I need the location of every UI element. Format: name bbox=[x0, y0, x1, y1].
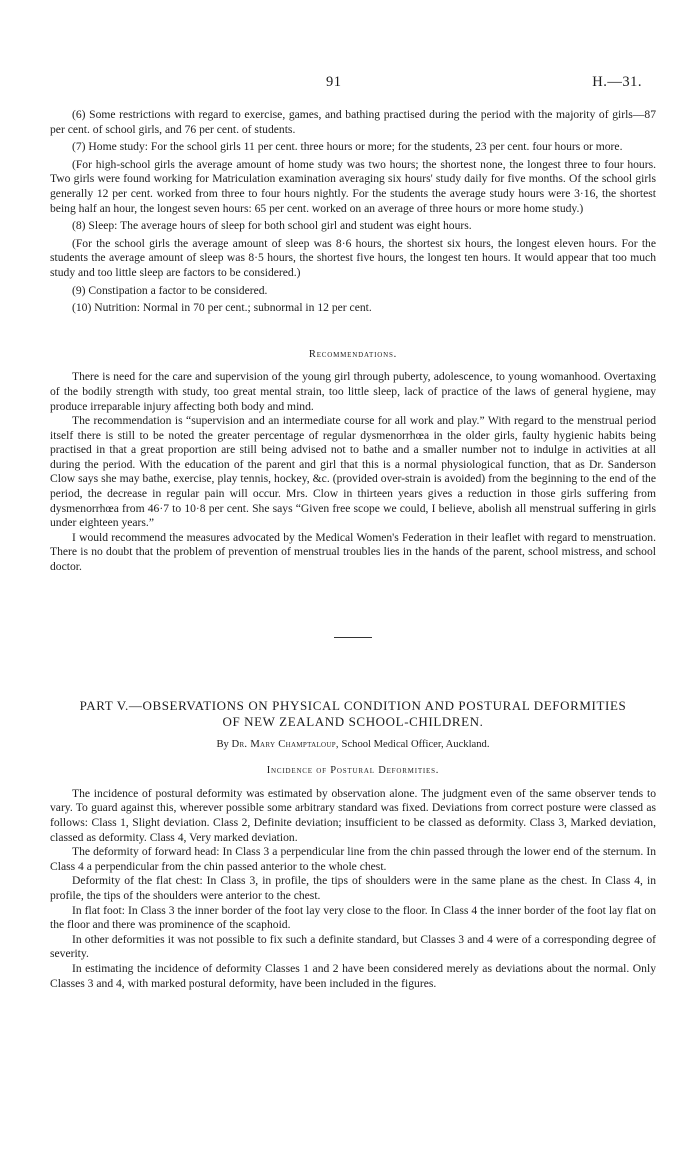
finding-item: (7) Home study: For the school girls 11 per cent. three hours or more; for the students, 23 per cent. four hours or more. bbox=[72, 140, 623, 154]
body-paragraph: In other deformities it was not possible to fix such a definite standard, but Classes 3 and 4 were of a corresponding degree of severity. bbox=[50, 932, 656, 961]
page-header bbox=[0, 74, 700, 94]
document-reference: H.—31. bbox=[592, 74, 642, 90]
part-title bbox=[50, 698, 656, 730]
recommendations-heading: Recommendations. bbox=[308, 348, 398, 360]
author-byline bbox=[50, 738, 656, 753]
finding-item: (For the school girls the average amount of sleep was 8·6 hours, the shortest six hours, the longest eleven hours. For the students the average amount of sleep was 8·5 hours, the shortest five hours, the longest ten hours. It would appear that too much study and too little sleep are factors to be considered.) bbox=[50, 236, 656, 279]
recommendations-section bbox=[50, 370, 656, 574]
finding-item: (10) Nutrition: Normal in 70 per cent.; subnormal in 12 per cent. bbox=[72, 301, 372, 315]
findings-list bbox=[50, 108, 656, 316]
part-title-line: OF NEW ZEALAND SCHOOL-CHILDREN. bbox=[222, 713, 484, 729]
finding-item: (6) Some restrictions with regard to exercise, games, and bathing practised during the period with the majority of girls—87 per cent. of school girls, and 76 per cent. of students. bbox=[50, 108, 656, 136]
section-divider bbox=[334, 637, 372, 638]
body-paragraph: In estimating the incidence of deformity Classes 1 and 2 have been considered merely as deviations about the normal. Only Classes 3 and 4, with marked postural deformity, have been included in the figures. bbox=[50, 961, 656, 990]
body-text bbox=[50, 108, 656, 991]
subsection-heading: Incidence of Postural Deformities. bbox=[266, 765, 440, 777]
finding-item: (9) Constipation a factor to be considered. bbox=[72, 283, 268, 297]
part-v-section bbox=[50, 698, 656, 992]
author-role: School Medical Officer, Auckland. bbox=[341, 738, 490, 750]
body-paragraph: The deformity of forward head: In Class 3 a perpendicular line from the chin passed through the lower end of the sternum. In Class 4 a perpendicular from the chin passed anterior to the whole chest. bbox=[50, 845, 656, 873]
finding-item: (8) Sleep: The average hours of sleep for both school girl and student was eight hours. bbox=[72, 219, 472, 233]
recommendation-paragraph: The recommendation is “supervision and an intermediate course for all work and play.” With regard to the menstrual period itself there is still to be noted the greater percentage of regular dysmenorrhœa in the older girls, faulty hygienic habits being practised in that a great proportion are still being advised not to bathe and a smaller number not to indulge in activities at all during the period. With the education of the parent and girl that this is a normal physiological function, that as Dr. Sanderson Clow says she may bathe, exercise, play tennis, hockey, &c. (provided over-strain is avoided) from the beginning to the end of the period, the decrease in regular pain will occur. Mrs. Clow in thirteen years gives a reduction in those girls suffering from dysmenorrhœa from 46·7 to 10·8 per cent. She says “Given free scope we could, I believe, abolish all menstrual suffering in girls under eighteen years.” bbox=[50, 414, 656, 530]
body-paragraph: The incidence of postural deformity was estimated by observation alone. The judgment even of the same observer tends to vary. To guard against this, wherever possible some arbitrary standard was fixed. Deviations from correct posture were classed as follows: Class 1, Slight deviation. Class 2, Definite deviation; insufficient to be classed as deformity. Class 3, Marked deviation, classed as deformity. Class 4, Very marked deviation. bbox=[50, 786, 656, 844]
recommendation-paragraph: I would recommend the measures advocated by the Medical Women's Federation in their leaflet with regard to menstruation. There is no doubt that the problem of prevention of menstrual troubles lies in the hands of the parent, school mistress, and school doctor. bbox=[50, 530, 656, 574]
byline-prefix: By bbox=[216, 738, 229, 750]
body-paragraph: Deformity of the flat chest: In Class 3, in profile, the tips of shoulders were in the same plane as the chest. In Class 4, in profile, the tips of the shoulders were anterior to the chest. bbox=[50, 874, 656, 902]
author-name: Dr. Mary Champtaloup, bbox=[231, 738, 339, 750]
page-number: 91 bbox=[326, 74, 342, 90]
part-title-line: PART V.—OBSERVATIONS ON PHYSICAL CONDITION AND POSTURAL DEFORMITIES bbox=[79, 697, 627, 713]
finding-item: (For high-school girls the average amount of home study was two hours; the shortest none, the longest three to four hours. Two girls were found working for Matriculation examination averaging six hours' study daily for five months. Of the school girls generally 12 per cent. worked from three to four hours nightly. For the students the average study hours were 3·16, the shortest being half an hour, the longest seven hours: 65 per cent. worked on an average of three hours or more home study.) bbox=[50, 157, 656, 215]
body-paragraph: In flat foot: In Class 3 the inner border of the foot lay very close to the floor. In Class 4 the inner border of the foot lay flat on the floor and there was prominence of the scaphoid. bbox=[50, 903, 656, 932]
recommendation-paragraph: There is need for the care and supervision of the young girl through puberty, adolescence, to young womanhood. Overtaxing of the bodily strength with study, too great mental strain, too little sleep, lack of practice of the laws of general hygiene, may produce irreparable injury affecting both body and mind. bbox=[50, 370, 656, 413]
